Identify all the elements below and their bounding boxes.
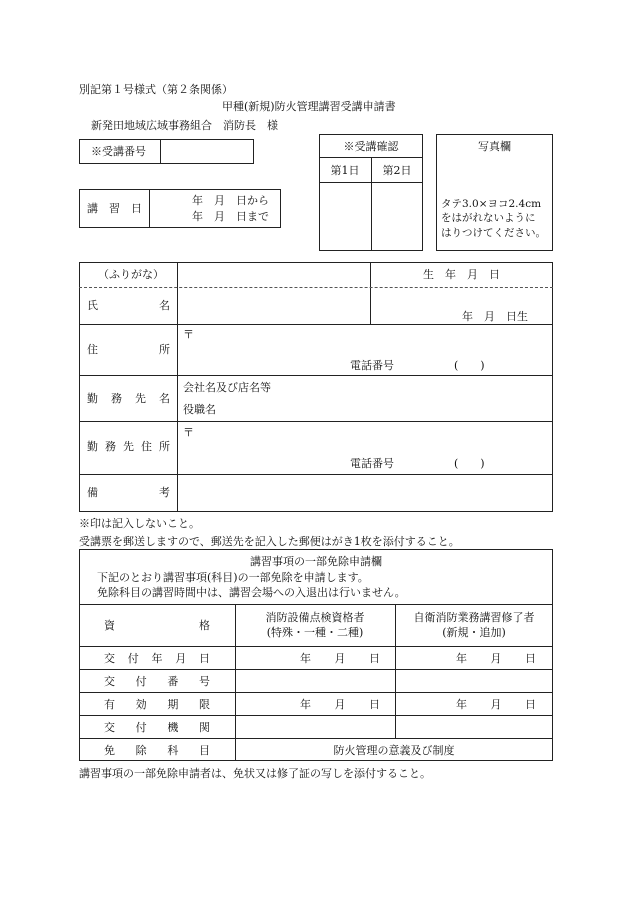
issuing-authority-col1[interactable] (236, 716, 394, 737)
receipt-number-label: ※受講番号 (91, 145, 146, 158)
note-postcard: 受講票を郵送しますので、郵送先を記入した郵便はがき1枚を添付すること。 (79, 535, 460, 548)
birth-header: 生 年 月 日 (423, 268, 500, 281)
name-label: 氏 名 (87, 299, 170, 312)
exempt-subject-label: 免 除 科 目 (104, 744, 210, 757)
issue-date-label: 交 付 年 月 日 (104, 652, 210, 665)
validity-label: 有 効 期 限 (104, 698, 210, 711)
validity-col2[interactable]: 年 月 日 (456, 698, 536, 711)
address-label: 住 所 (87, 343, 170, 356)
issue-date-col1[interactable]: 年 月 日 (300, 652, 380, 665)
issuing-authority-label: 交 付 機 関 (104, 721, 210, 734)
employer-postal-mark: 〒 (183, 426, 194, 439)
address-field[interactable] (195, 326, 550, 356)
confirmation-day1-stamp[interactable] (320, 183, 370, 250)
employer-phone-label: 電話番号 (350, 457, 394, 470)
furigana-label: （ふりがな） (98, 268, 164, 281)
employer-company-label[interactable]: 会社名及び店名等 (183, 381, 271, 394)
qualification-col1-header: 消防設備点検資格者 (特殊・一種・二種) (265, 611, 365, 639)
photo-instruction-3: はりつけてください。 (441, 227, 546, 239)
exempt-subject-value: 防火管理の意義及び制度 (333, 744, 455, 757)
confirmation-title: ※受講確認 (343, 140, 399, 153)
addressee: 新発田地域広域事務組合 消防長 様 (91, 119, 278, 132)
validity-col1[interactable]: 年 月 日 (300, 698, 380, 711)
address-phone-field[interactable]: ( ) (454, 359, 485, 372)
remarks-field[interactable] (178, 475, 552, 511)
employer-address-label: 勤 務 先 住 所 (87, 440, 170, 453)
photo-title: 写真欄 (478, 140, 511, 153)
confirmation-day2-stamp[interactable] (372, 183, 422, 250)
address-postal-mark: 〒 (183, 328, 194, 341)
employer-title-label[interactable]: 役職名 (183, 403, 216, 416)
confirmation-day1: 第1日 (330, 164, 360, 177)
exemption-title: 講習事項の一部免除申請欄 (250, 555, 382, 568)
course-day-label: 講 習 日 (87, 202, 142, 215)
photo-instruction-2: をはがれないように (441, 212, 536, 224)
furigana-field[interactable] (178, 263, 369, 286)
issue-number-label: 交 付 番 号 (104, 675, 210, 688)
form-label: 別記第１号様式（第２条関係） (79, 83, 233, 96)
footer-note: 講習事項の一部免除申請者は、免状又は修了証の写しを添付すること。 (79, 767, 431, 780)
course-day-from[interactable]: 年 月 日から (192, 194, 269, 207)
qualification-col2-header: 自衛消防業務講習修了者 (新規・追加) (413, 611, 535, 639)
name-field[interactable] (178, 288, 369, 323)
exemption-statement-1: 下記のとおり講習事項(科目)の一部免除を申請します。 (97, 571, 369, 584)
issue-number-col1[interactable] (236, 670, 394, 691)
receipt-number-field[interactable] (161, 140, 253, 163)
exemption-statement-2: 免除科目の講習時間中は、講習会場への入退出は行いません。 (97, 586, 406, 599)
issue-date-col2[interactable]: 年 月 日 (456, 652, 536, 665)
remarks-label: 備 考 (87, 486, 170, 499)
course-day-to[interactable]: 年 月 日まで (192, 210, 269, 223)
employer-label: 勤 務 先 名 (87, 392, 170, 405)
issuing-authority-col2[interactable] (396, 716, 552, 737)
address-phone-label: 電話番号 (350, 359, 394, 372)
photo-instruction-1: タテ3.0×ヨコ2.4cm (441, 198, 542, 210)
issue-number-col2[interactable] (396, 670, 552, 691)
employer-phone-field[interactable]: ( ) (454, 457, 485, 470)
qualification-header: 資 格 (104, 619, 210, 632)
note-asterisk: ※印は記入しないこと。 (79, 517, 200, 530)
form-title: 甲種(新規)防火管理講習受講申請書 (222, 100, 396, 113)
confirmation-day2: 第2日 (382, 164, 412, 177)
birth-date-field[interactable]: 年 月 日生 (462, 310, 528, 323)
employer-address-field[interactable] (195, 423, 550, 453)
